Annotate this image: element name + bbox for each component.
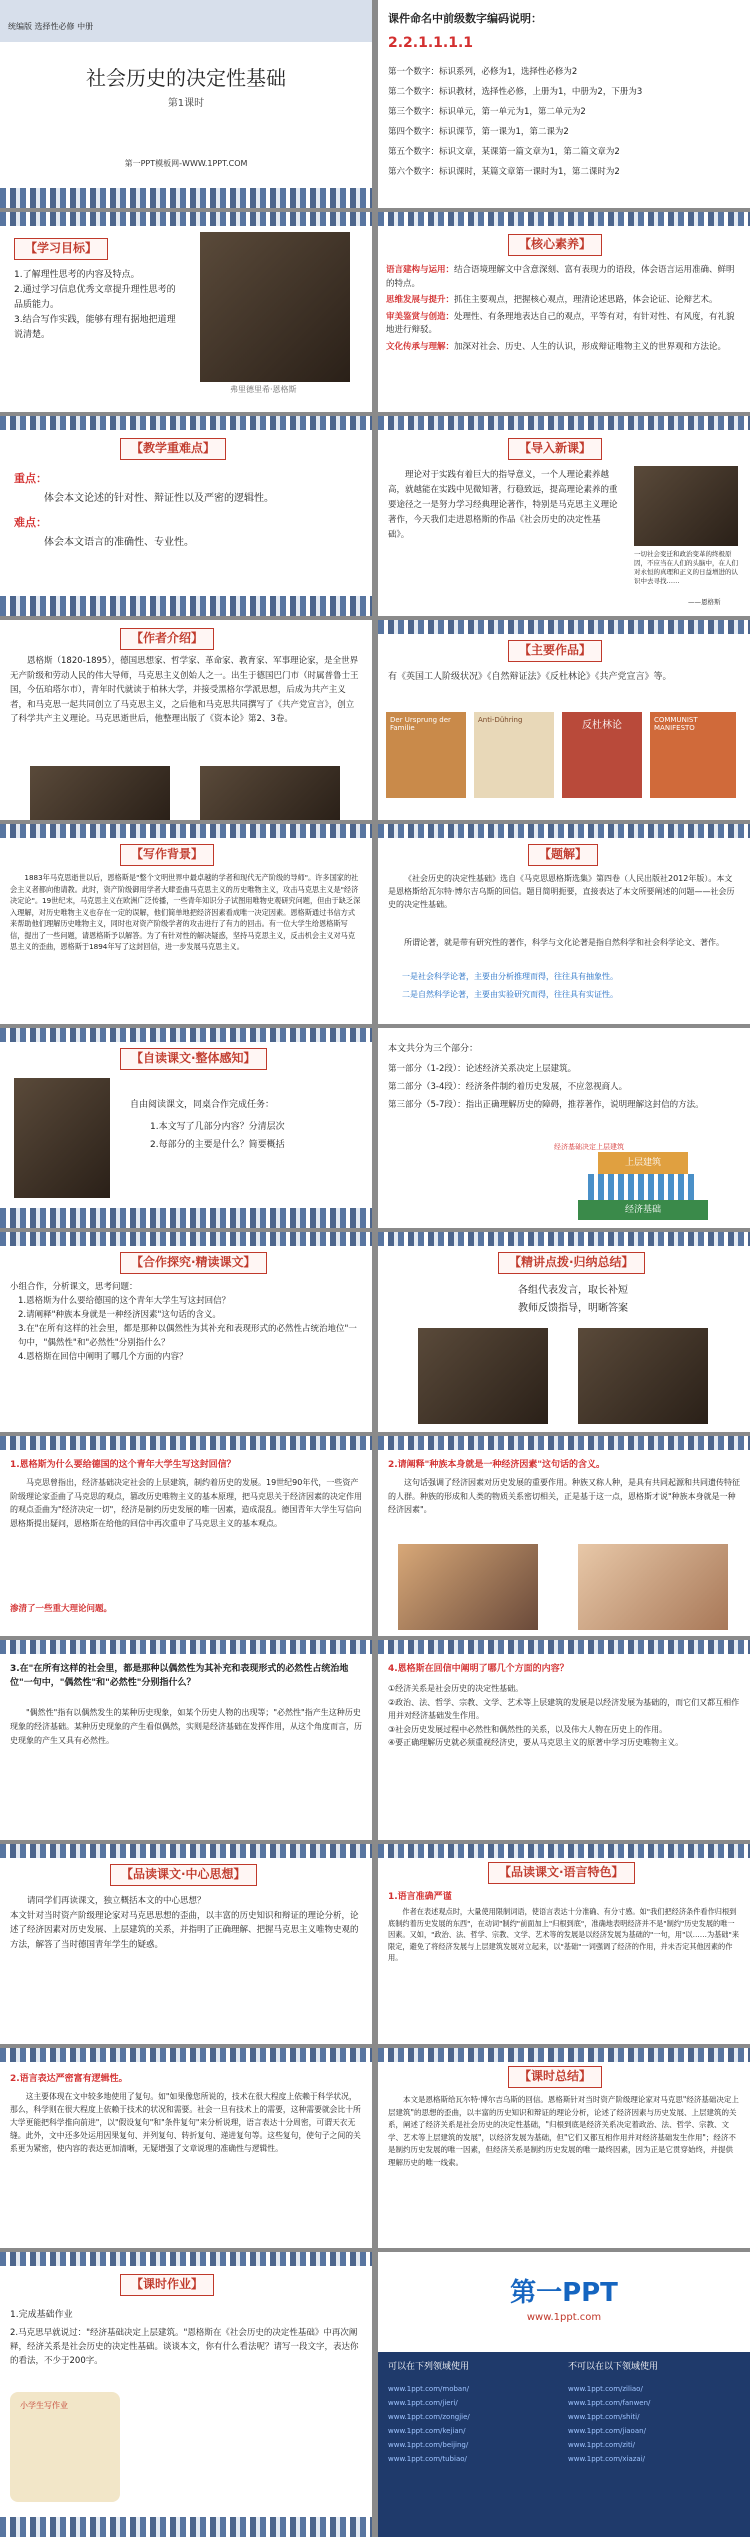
question-list: [10, 1280, 362, 1364]
structure-part-2: 第二部分（3-4段）：经济条件制约着历史发展，不应忽视商人。: [388, 1082, 628, 1092]
slide-intro[interactable]: [378, 416, 750, 616]
explain-line-2: 二是自然科学论著，主要由实验研究而得，往往具有实证性。: [402, 990, 618, 999]
literacy-list: [386, 264, 742, 354]
section-heading: 【课时作业】: [120, 2274, 214, 2296]
answer-question: 4.恩格斯在回信中阐明了哪几个方面的内容？: [388, 1664, 569, 1674]
wave-decoration: [0, 1640, 372, 1654]
section-heading: 【作者介绍】: [120, 628, 214, 650]
literacy-value: 抓住主要观点，把握核心观点，理清论述思路，体会论证、论辩艺术。: [454, 295, 718, 305]
question-intro: 小组合作，分析课文，思考问题：: [10, 1282, 138, 1292]
book-cover-4: COMMUNIST MANIFESTO: [650, 712, 736, 798]
link[interactable]: www.1ppt.com/jiaoan/: [568, 2427, 646, 2435]
question-item: 2.请阐释"种族本身就是一种经济因素"这句话的含义。: [18, 1310, 221, 1320]
slide-learning-goals[interactable]: [0, 212, 372, 412]
answer-text: 马克思曾指出，经济基础决定社会的上层建筑，制约着历史的发展。19世纪90年代，一些资产阶级理论家歪曲了马克思的观点，篡改历史唯物主义的基本原理，把马克思关于经济因素的决定作用的观点歪曲为"经济决定一切"，经济是制约历史发展的唯一因素，造成混乱。德国青年大学生写信向恩格斯提出疑问，恩格斯在给他的回信中再次重申了马克思主义的基本观点。: [10, 1478, 362, 1528]
wave-decoration: [0, 188, 372, 208]
book-cover-1: Der Ursprung der Familie: [386, 712, 466, 798]
section-heading: 【品读课文·中心思想】: [110, 1864, 257, 1886]
engels-photo-image: [14, 1078, 110, 1198]
allowed-heading: 可以在下列领域使用: [388, 2362, 470, 2372]
literacy-key: 思维发展与提升：: [386, 295, 455, 305]
slide-homework[interactable]: [0, 2252, 372, 2537]
code-line: 第一个数字：标识系列，必修为1，选择性必修为2: [388, 67, 578, 77]
disallowed-links: [568, 2382, 738, 2466]
language-text: 作者在表述观点时，大量使用限制词语，使语言表达十分准确、有分寸感。如"我们把经济条件看作归根到底制约着历史发展的东西"，在动词"制约"前面加上"归根到底"，准确地表明经济并不是"制约"历史发展的唯一因素。又如，"政治、法、哲学、宗教、文学、艺术等的发展是以经济发展为基础的"一句，用"以……为基础"来限定，避免了将经济发展与上层建筑发展对立起来，以"基础"一词强调了经济的作用，并未否定其他因素的作用。: [388, 1907, 740, 1962]
link[interactable]: www.1ppt.com/shiti/: [568, 2413, 640, 2421]
homework-line-2: 2.马克思早就说过："经济基础决定上层建筑。"恩格斯在《社会历史的决定性基础》中再次阐释，经济关系是社会历史的决定性基础。谈谈本文，你有什么看法呢？请写一段文字，表达你的看法，不少于200字。: [10, 2328, 359, 2366]
section-heading: 【核心素养】: [508, 234, 602, 256]
difficulty-text: 体会本文语言的准确性、专业性。: [44, 537, 194, 548]
base-block: 经济基础: [578, 1200, 708, 1220]
author-photo-1-image: [30, 766, 170, 820]
literacy-key: 审美鉴赏与创造：: [386, 311, 455, 322]
literacy-value: 处理性、有条理地表达自己的观点，平等有对，有针对性、有风度，有礼貌地进行辩驳。: [386, 311, 735, 335]
slide-summary-points[interactable]: [378, 1232, 750, 1432]
lesson-sub: 第1课时: [167, 98, 205, 109]
cartoon-label: 小学生写作业: [20, 2401, 68, 2410]
wave-decoration: [378, 1844, 750, 1858]
wave-decoration: [0, 824, 372, 838]
slide-background[interactable]: [0, 824, 372, 1024]
link[interactable]: www.1ppt.com/jieri/: [388, 2399, 458, 2407]
code-lines: [388, 62, 742, 182]
summary-line-1: 各组代表发言，取长补短: [518, 1285, 628, 1296]
goal-list: [14, 268, 184, 343]
link[interactable]: www.1ppt.com/xiazai/: [568, 2455, 646, 2463]
slide-answer-4[interactable]: [378, 1640, 750, 1840]
task-intro: 自由阅读课文，同桌合作完成任务：: [130, 1100, 275, 1110]
answer-question: 1.恩格斯为什么要给德国的这个青年大学生写这封回信？: [10, 1460, 236, 1470]
wave-decoration: [0, 1436, 372, 1450]
superstructure-block: 上层建筑: [598, 1152, 688, 1174]
slide-core-literacy[interactable]: [378, 212, 750, 412]
slide-footer-ad[interactable]: [378, 2252, 750, 2537]
section-heading: 【精讲点拨·归纳总结】: [498, 1252, 645, 1274]
slide-title-explain[interactable]: [378, 824, 750, 1024]
wave-decoration: [378, 824, 750, 838]
wave-decoration: [0, 1844, 372, 1858]
language-subhead: 1.语言准确严谨: [388, 1892, 452, 1902]
slide-language-1[interactable]: [378, 1844, 750, 2044]
summary-line-2: 教师反馈指导，明晰答案: [518, 1303, 628, 1314]
explain-para-2: 所谓论著，就是带有研究性的著作，科学与文化论著是指自然科学和社会科学论文、著作。: [404, 938, 724, 947]
allowed-links: [388, 2382, 558, 2466]
author-text: 恩格斯（1820-1895），德国思想家、哲学家、革命家、教育家、军事理论家，是全世界无产阶级和劳动人民的伟大导师，马克思主义创始人之一。出生于德国巴门市（时属普鲁士王国，今伍珀塔尔市），青年时代就读于柏林大学，并接受黑格尔学派思想，后成为共产主义者，和马克思一起共同创立了马克思主义，之后他和马克思共同撰写了《共产党宣言》，创立了科学共产主义理论。马克思逝世后，他整理出版了《资本论》第2、3卷。: [10, 656, 359, 724]
site-logo: 第一PPT: [510, 2278, 618, 2308]
literacy-key: 语言建构与运用：: [386, 265, 455, 275]
link[interactable]: www.1ppt.com/beijing/: [388, 2441, 469, 2449]
slide-works[interactable]: [378, 620, 750, 820]
answer-item: ②政治、法、哲学、宗教、文学、艺术等上层建筑的发展是以经济发展为基础的，而它们又都互相作用并对经济基础发生作用。: [388, 1697, 740, 1720]
answer-text: 这句话强调了经济因素对历史发展的重要作用。种族又称人种，是具有共同起源和共同遗传特征的人群。种族的形成和人类的物质关系密切相关，正是基于这一点，恩格斯才说"种族本身就是一种经济因素"。: [388, 1478, 740, 1514]
site-url[interactable]: www.1ppt.com: [526, 2312, 602, 2323]
wave-decoration: [378, 1436, 750, 1450]
explain-para-1: 《社会历史的决定性基础》选自《马克思恩格斯选集》第四卷（人民出版社2012年版）。本文是恩格斯给瓦尔特·博尔吉乌斯的回信。题目简明扼要，直接表达了本文所要阐述的问题——社会历史的决定性基础。: [388, 874, 735, 909]
slide-answer-3[interactable]: [0, 1640, 372, 1840]
link[interactable]: www.1ppt.com/fanwen/: [568, 2399, 651, 2407]
slide-lesson-summary[interactable]: [378, 2048, 750, 2248]
slide-key-points[interactable]: [0, 416, 372, 616]
wave-decoration: [0, 2517, 372, 2537]
edition-badge: 统编版 选择性必修 中册: [8, 22, 94, 31]
slide-self-reading[interactable]: [0, 1028, 372, 1228]
summary-text: 本文是恩格斯给瓦尔特·博尔吉乌斯的回信。恩格斯针对当时资产阶级理论家对马克思"经济基础决定上层建筑"的思想的歪曲，以丰富的历史知识和辩证的理论分析，论述了经济因素与历史发展、上层建筑的关系，阐述了经济关系是社会历史的决定性基础，"归根到底是经济关系决定着政治、法、哲学、宗教、文学、艺术等上层建筑的发展"，以经济发展为基础，但"它们又都互相作用并对经济基础发生作用"；经济不是制约历史发展的唯一因素，但经济关系是制约历史发展的唯一最终因素，因为正是它贯穿始终，并提供理解历史的唯一线索。: [388, 2095, 739, 2167]
wave-decoration: [0, 416, 372, 430]
answer-item: ①经济关系是社会历史的决定性基础。: [388, 1684, 524, 1693]
intro-text: 理论对于实践有着巨大的指导意义，一个人理论素养越高，就越能在实践中见微知著，行稳致远，提高理论素养的重要途径之一是努力学习经典理论著作，特别是马克思主义理论著作，今天我们走进恩格斯的作品《社会历史的决定性基础》。: [388, 470, 618, 540]
quote-author: ——恩格斯: [688, 598, 721, 606]
homework-line-1: 1.完成基础作业: [10, 2310, 73, 2320]
wave-decoration: [378, 212, 750, 226]
slide-central-idea[interactable]: [0, 1844, 372, 2044]
code-title: 课件命名中前级数字编码说明：: [388, 12, 542, 25]
student-cartoon-image: [10, 2392, 120, 2502]
slide-author[interactable]: [0, 620, 372, 820]
goal-item: 2.通过学习信息优秀文章提升理性思考的品质能力。: [14, 285, 176, 310]
wave-decoration: [378, 2048, 750, 2062]
disallowed-heading: 不可以在以下领域使用: [568, 2362, 659, 2372]
logo-area: [378, 2252, 750, 2352]
question-item: 3.在"在所有这样的社会里，都是那种以偶然性为其补充和表现形式的必然性占统治地位"一句中，"偶然性"和"必然性"分别指什么？: [18, 1324, 357, 1348]
section-heading: 【导入新课】: [508, 438, 602, 460]
works-text: 有《英国工人阶级状况》《自然辩证法》《反杜林论》《共产党宣言》等。: [388, 672, 672, 682]
marx-engels-image: [418, 1328, 548, 1424]
link[interactable]: www.1ppt.com/zongjie/: [388, 2413, 470, 2421]
section-heading: 【教学重难点】: [120, 438, 226, 460]
background-text: 1883年马克思逝世以后，恩格斯是"整个文明世界中最卓越的学者和现代无产阶级的导师"。许多国家的社会主义者都向他请教。此时，资产阶级御用学者大肆歪曲马克思主义的历史唯物主义，攻击马克思主义是"经济决定论"。19世纪末，马克思主义在欧洲广泛传播，一些青年知识分子试图用唯物史观研究问题，但由于缺乏深入理解，对历史唯物主义也存在一定的误解，他们简单地把经济因素看成唯一决定因素。恩格斯通过书信方式来帮助他们理解历史唯物主义，同时也对资产阶级学者的攻击进行了有力的回击。有一位大学生给恩格斯写信，提出了一些问题，请恩格斯予以解答。为了有针对性的解决疑惑，坚持马克思主义，反击机会主义对马克思主义的歪曲，恩格斯于1894年写了这封回信，进一步发展马克思主义。: [10, 873, 361, 951]
literacy-value: 加深对社会、历史、人生的认识，形成辩证唯物主义的世界观和方法论。: [454, 341, 727, 352]
wave-decoration: [0, 596, 372, 616]
section-heading: 【学习目标】: [14, 238, 108, 260]
slide-language-2[interactable]: [0, 2048, 372, 2248]
link[interactable]: www.1ppt.com/ziliao/: [568, 2385, 643, 2393]
page-title: 社会历史的决定性基础: [86, 66, 286, 90]
section-heading: 【合作探究·精读课文】: [120, 1252, 267, 1274]
goal-item: 3.结合写作实践，能够有理有据地把道理说清楚。: [14, 315, 176, 340]
answer-item: ③社会历史发展过程中必然性和偶然性的关系，以及伟大人物在历史上的作用。: [388, 1724, 668, 1734]
section-heading: 【品读课文·语言特色】: [488, 1862, 635, 1884]
key-text: 体会本文论述的针对性、辩证性以及严密的逻辑性。: [44, 493, 274, 504]
structure-banner: 经济基础决定上层建筑: [554, 1143, 624, 1151]
book-cover-3: 反杜林论: [562, 712, 642, 798]
marx-portrait-image: [634, 466, 738, 546]
engels-portrait-image: [200, 232, 350, 382]
wave-decoration: [0, 2252, 372, 2266]
answer-text: "偶然性"指有以偶然发生的某种历史现象，如某个历史人物的出现等；"必然性"指产生这种历史现象的经济基础。某种历史现象的产生看似偶然，实则是经济基础在发挥作用，从这个角度而言，历史现象的产生又具有必然性。: [10, 1708, 362, 1745]
structure-part-3: 第三部分（5-7段）：指出正确理解历史的障碍，推荐著作，说明理解这封信的方法。: [388, 1100, 704, 1110]
wave-decoration: [0, 1028, 372, 1042]
section-heading: 【主要作品】: [508, 640, 602, 662]
question-item: 1.恩格斯为什么要给德国的这个青年大学生写这封回信？: [18, 1296, 231, 1306]
pillars-decoration: [588, 1174, 698, 1200]
link[interactable]: www.1ppt.com/moban/: [388, 2385, 470, 2393]
link[interactable]: www.1ppt.com/kejian/: [388, 2427, 466, 2435]
wave-decoration: [0, 212, 372, 226]
link[interactable]: www.1ppt.com/tubiao/: [388, 2455, 467, 2463]
book-cover-2: Anti-Dühring: [474, 712, 554, 798]
slide-code-explain[interactable]: [378, 0, 750, 208]
author-photo-2-image: [200, 766, 340, 820]
wave-decoration: [0, 1232, 372, 1246]
section-heading: 【写作背景】: [120, 844, 214, 866]
literacy-key: 文化传承与理解：: [386, 341, 455, 352]
structure-part-1: 第一部分（1-2段）：论述经济关系决定上层建筑。: [388, 1064, 577, 1074]
structure-intro: 本文共分为三个部分：: [388, 1044, 479, 1054]
hands-photo-image: [578, 1544, 728, 1630]
task-q1: 1.本文写了几部分内容？分清层次: [150, 1122, 285, 1132]
answer-item: ④要正确理解历史就必须重视经济史，要从马克思主义的原著中学习历史唯物主义。: [388, 1738, 684, 1747]
slide-cooperative[interactable]: [0, 1232, 372, 1432]
code-line: 第三个数字：标识单元，第一单元为1，第二单元为2: [388, 107, 586, 117]
code-line: 第四个数字：标识课节，第一课为1，第二课为2: [388, 127, 569, 137]
children-photo-image: [398, 1544, 538, 1630]
explain-line-1: 一是社会科学论著，主要由分析推理而得，往往具有抽象性。: [402, 972, 618, 981]
slide-title[interactable]: [0, 0, 372, 208]
wave-decoration: [378, 1640, 750, 1654]
answer-question: 2.请阐释"种族本身就是一种经济因素"这句话的含义。: [388, 1460, 606, 1470]
marx-engels-painting-image: [578, 1328, 708, 1424]
wave-decoration: [378, 1232, 750, 1246]
link[interactable]: www.1ppt.com/ziti/: [568, 2441, 636, 2449]
slide-answer-2[interactable]: [378, 1436, 750, 1636]
answer-highlight: 渗清了一些重大理论问题。: [10, 1604, 113, 1614]
literacy-value: 结合语境理解文中含意深刻、富有表现力的语段，体会语言运用准确、鲜明的特点。: [386, 265, 735, 289]
difficulty-label: 难点：: [14, 516, 47, 529]
code-line: 第六个数字：标识课时，某篇文章第一课时为1，第二课时为2: [388, 167, 620, 177]
link-panel: [378, 2352, 750, 2537]
key-label: 重点：: [14, 472, 47, 485]
answer-list: [388, 1682, 740, 1750]
section-heading: 【题解】: [528, 844, 598, 866]
wave-decoration: [0, 2048, 372, 2062]
language-subhead: 2.语言表达严密富有逻辑性。: [10, 2074, 128, 2084]
section-heading: 【课时总结】: [508, 2066, 602, 2088]
wave-decoration: [378, 416, 750, 430]
code-number: 2.2.1.1.1.1: [388, 35, 474, 51]
portrait-caption: 弗里德里希·恩格斯: [230, 385, 297, 394]
language-text: 这主要体现在文中较多地使用了复句。如"如果像您所说的，技术在很大程度上依赖于科学状况，那么，科学则在很大程度上依赖于技术的状况和需要。社会一旦有技术上的需要，这种需要就会比十所大学更能把科学推向前进"，以"假设复句"和"条件复句"来分析说理，语言表达十分周密，可谓天衣无缝。此外，文中还多处运用因果复句、并列复句、转折复句、递进复句等。这些复句，使句子之间的关系更为紧密，使内容的表达更加清晰，无疑增强了文章说理的准确性与逻辑性。: [10, 2092, 361, 2153]
task-q2: 2.每部分的主要是什么？简要概括: [150, 1140, 285, 1150]
code-line: 第二个数字：标识教材，选择性必修，上册为1，中册为2，下册为3: [388, 87, 643, 97]
answer-question: 3.在"在所有这样的社会里，都是那种以偶然性为其补充和表现形式的必然性占统治地位"一句中，"偶然性"和"必然性"分别指什么？: [10, 1664, 349, 1688]
slide-structure[interactable]: [378, 1028, 750, 1228]
quote-text: 一切社会变迁和政治变革的终极原因，不应当在人们的头脑中，在人们对永恒的真理和正义的日益增进的认识中去寻找……: [634, 550, 738, 585]
code-line: 第五个数字：标识文章，某课第一篇文章为1，第二篇文章为2: [388, 147, 620, 157]
wave-decoration: [0, 1208, 372, 1228]
wave-decoration: [378, 620, 750, 634]
central-idea-text: 请同学们再读课文，独立概括本文的中心思想？ 本文针对当时资产阶级理论家对马克思思想的歪曲，以丰富的历史知识和辩证的理论分析，论述了经济因素对历史发展、上层建筑的关系，并指明了正确理解、把握马克思主义唯物史观的方法，解答了当时德国青年学生的疑惑。: [10, 1896, 359, 1950]
slide-answer-1[interactable]: [0, 1436, 372, 1636]
goal-item: 1.了解理性思考的内容及特点。: [14, 270, 140, 280]
section-heading: 【自读课文·整体感知】: [120, 1048, 267, 1070]
question-item: 4.恩格斯在回信中阐明了哪几个方面的内容？: [18, 1352, 188, 1362]
brand-text: 第一PPT模板网-WWW.1PPT.COM: [124, 159, 248, 168]
